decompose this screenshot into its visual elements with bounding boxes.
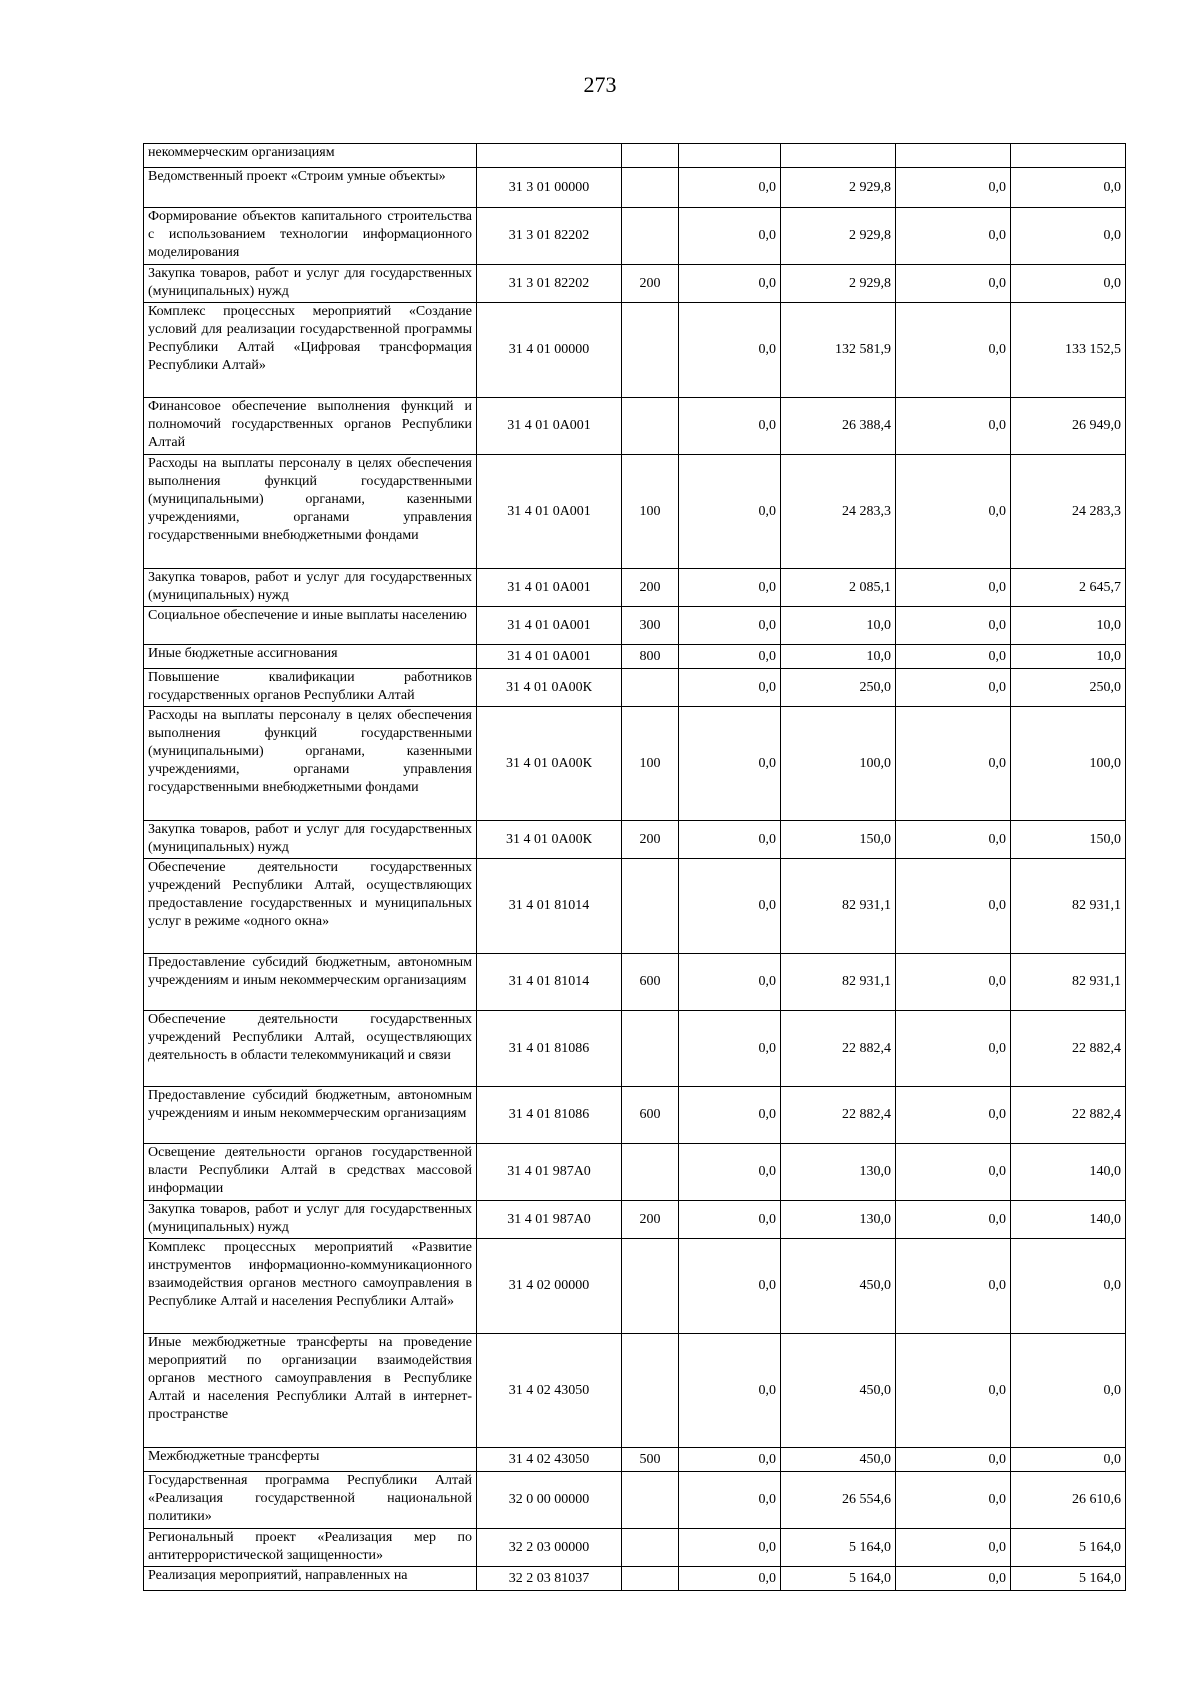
table-row bbox=[144, 1334, 1126, 1448]
row-code-cell: 31 3 01 00000 bbox=[477, 168, 622, 208]
table-row bbox=[144, 569, 1126, 607]
row-expense-type-cell bbox=[622, 1144, 679, 1201]
row-expense-type-cell: 200 bbox=[622, 821, 679, 859]
row-value-2-cell: 130,0 bbox=[781, 1201, 896, 1239]
table-row bbox=[144, 1087, 1126, 1144]
row-value-2-cell: 150,0 bbox=[781, 821, 896, 859]
row-name-cell: Закупка товаров, работ и услуг для государственных (муниципальных) нужд bbox=[144, 569, 477, 607]
row-code-cell: 31 4 02 43050 bbox=[477, 1448, 622, 1472]
table-row bbox=[144, 1239, 1126, 1334]
row-value-1-cell: 0,0 bbox=[679, 398, 781, 455]
row-value-2-cell: 450,0 bbox=[781, 1334, 896, 1448]
row-value-3-cell: 0,0 bbox=[896, 1448, 1011, 1472]
row-value-2-cell: 82 931,1 bbox=[781, 859, 896, 954]
row-value-1-cell: 0,0 bbox=[679, 1448, 781, 1472]
row-code-cell: 31 4 01 0А001 bbox=[477, 398, 622, 455]
row-value-3-cell: 0,0 bbox=[896, 265, 1011, 303]
row-name-cell: Ведомственный проект «Строим умные объекты» bbox=[144, 168, 477, 208]
row-value-4-cell: 5 164,0 bbox=[1011, 1529, 1126, 1567]
row-value-3-cell: 0,0 bbox=[896, 455, 1011, 569]
row-value-4-cell: 100,0 bbox=[1011, 707, 1126, 821]
row-value-2-cell: 450,0 bbox=[781, 1448, 896, 1472]
row-value-1-cell: 0,0 bbox=[679, 1529, 781, 1567]
row-value-1-cell: 0,0 bbox=[679, 645, 781, 669]
row-value-1-cell: 0,0 bbox=[679, 1334, 781, 1448]
row-value-3-cell: 0,0 bbox=[896, 1201, 1011, 1239]
row-value-4-cell: 0,0 bbox=[1011, 265, 1126, 303]
row-value-1-cell: 0,0 bbox=[679, 821, 781, 859]
row-expense-type-cell bbox=[622, 1334, 679, 1448]
row-value-3-cell: 0,0 bbox=[896, 1239, 1011, 1334]
row-name-cell: Предоставление субсидий бюджетным, автономным учреждениям и иным некоммерческим организациям bbox=[144, 1087, 477, 1144]
row-name-cell: Государственная программа Республики Алтай «Реализация государственной национальной политики» bbox=[144, 1472, 477, 1529]
row-name-cell: Закупка товаров, работ и услуг для государственных (муниципальных) нужд bbox=[144, 821, 477, 859]
table-row bbox=[144, 168, 1126, 208]
row-value-4-cell: 26 949,0 bbox=[1011, 398, 1126, 455]
row-name-cell: Обеспечение деятельности государственных учреждений Республики Алтай, осуществляющих предоставление государственных и муниципальных услуг в режиме «одного окна» bbox=[144, 859, 477, 954]
row-value-1-cell: 0,0 bbox=[679, 1567, 781, 1591]
row-code-cell: 32 2 03 00000 bbox=[477, 1529, 622, 1567]
table-row bbox=[144, 303, 1126, 398]
table-row bbox=[144, 954, 1126, 1011]
row-value-3-cell bbox=[896, 144, 1011, 168]
row-value-3-cell: 0,0 bbox=[896, 707, 1011, 821]
row-value-2-cell: 26 388,4 bbox=[781, 398, 896, 455]
row-value-1-cell: 0,0 bbox=[679, 265, 781, 303]
row-value-3-cell: 0,0 bbox=[896, 303, 1011, 398]
row-expense-type-cell: 800 bbox=[622, 645, 679, 669]
row-value-3-cell: 0,0 bbox=[896, 1529, 1011, 1567]
row-value-4-cell: 0,0 bbox=[1011, 1334, 1126, 1448]
row-code-cell: 31 4 01 987А0 bbox=[477, 1144, 622, 1201]
row-expense-type-cell: 300 bbox=[622, 607, 679, 645]
row-value-3-cell: 0,0 bbox=[896, 669, 1011, 707]
row-code-cell: 31 4 02 43050 bbox=[477, 1334, 622, 1448]
row-expense-type-cell bbox=[622, 1567, 679, 1591]
row-value-4-cell: 10,0 bbox=[1011, 607, 1126, 645]
row-value-2-cell: 2 929,8 bbox=[781, 168, 896, 208]
row-value-2-cell: 250,0 bbox=[781, 669, 896, 707]
row-value-1-cell: 0,0 bbox=[679, 707, 781, 821]
row-value-3-cell: 0,0 bbox=[896, 1144, 1011, 1201]
row-value-3-cell: 0,0 bbox=[896, 821, 1011, 859]
row-value-4-cell: 140,0 bbox=[1011, 1144, 1126, 1201]
row-value-3-cell: 0,0 bbox=[896, 1472, 1011, 1529]
row-value-1-cell: 0,0 bbox=[679, 455, 781, 569]
row-name-cell: Иные бюджетные ассигнования bbox=[144, 645, 477, 669]
budget-table bbox=[143, 143, 1126, 1591]
row-expense-type-cell bbox=[622, 1239, 679, 1334]
row-value-4-cell: 24 283,3 bbox=[1011, 455, 1126, 569]
row-name-cell: некоммерческим организациям bbox=[144, 144, 477, 168]
row-value-3-cell: 0,0 bbox=[896, 1011, 1011, 1087]
row-code-cell: 32 2 03 81037 bbox=[477, 1567, 622, 1591]
row-value-4-cell bbox=[1011, 144, 1126, 168]
row-value-1-cell: 0,0 bbox=[679, 1011, 781, 1087]
page-number: 273 bbox=[583, 72, 617, 97]
row-value-3-cell: 0,0 bbox=[896, 859, 1011, 954]
row-name-cell: Межбюджетные трансферты bbox=[144, 1448, 477, 1472]
row-value-2-cell: 130,0 bbox=[781, 1144, 896, 1201]
row-expense-type-cell bbox=[622, 303, 679, 398]
row-value-2-cell: 22 882,4 bbox=[781, 1011, 896, 1087]
row-code-cell: 31 4 01 0А00К bbox=[477, 669, 622, 707]
row-value-2-cell: 132 581,9 bbox=[781, 303, 896, 398]
row-value-3-cell: 0,0 bbox=[896, 607, 1011, 645]
row-value-4-cell: 10,0 bbox=[1011, 645, 1126, 669]
row-value-1-cell: 0,0 bbox=[679, 1201, 781, 1239]
table-row bbox=[144, 707, 1126, 821]
row-value-2-cell: 450,0 bbox=[781, 1239, 896, 1334]
row-value-1-cell: 0,0 bbox=[679, 1472, 781, 1529]
row-value-4-cell: 22 882,4 bbox=[1011, 1087, 1126, 1144]
row-code-cell: 31 4 01 987А0 bbox=[477, 1201, 622, 1239]
row-code-cell: 31 4 01 0А001 bbox=[477, 645, 622, 669]
row-value-4-cell: 0,0 bbox=[1011, 208, 1126, 265]
table-row bbox=[144, 1472, 1126, 1529]
row-code-cell: 31 4 01 0А00К bbox=[477, 707, 622, 821]
row-value-1-cell: 0,0 bbox=[679, 669, 781, 707]
table-row bbox=[144, 455, 1126, 569]
row-value-1-cell: 0,0 bbox=[679, 208, 781, 265]
row-value-2-cell: 5 164,0 bbox=[781, 1529, 896, 1567]
row-value-3-cell: 0,0 bbox=[896, 168, 1011, 208]
row-expense-type-cell bbox=[622, 1529, 679, 1567]
table-row bbox=[144, 669, 1126, 707]
table-row bbox=[144, 645, 1126, 669]
row-expense-type-cell: 100 bbox=[622, 707, 679, 821]
row-code-cell: 32 0 00 00000 bbox=[477, 1472, 622, 1529]
row-value-4-cell: 22 882,4 bbox=[1011, 1011, 1126, 1087]
row-expense-type-cell bbox=[622, 1472, 679, 1529]
table-row bbox=[144, 859, 1126, 954]
row-value-4-cell: 82 931,1 bbox=[1011, 859, 1126, 954]
row-expense-type-cell bbox=[622, 398, 679, 455]
row-value-2-cell: 10,0 bbox=[781, 607, 896, 645]
row-expense-type-cell bbox=[622, 859, 679, 954]
row-value-4-cell: 0,0 bbox=[1011, 168, 1126, 208]
row-name-cell: Социальное обеспечение и иные выплаты населению bbox=[144, 607, 477, 645]
row-value-4-cell: 0,0 bbox=[1011, 1448, 1126, 1472]
row-expense-type-cell: 200 bbox=[622, 1201, 679, 1239]
table-row bbox=[144, 1011, 1126, 1087]
row-name-cell: Предоставление субсидий бюджетным, автономным учреждениям и иным некоммерческим организациям bbox=[144, 954, 477, 1011]
row-value-1-cell bbox=[679, 144, 781, 168]
table-row bbox=[144, 265, 1126, 303]
row-expense-type-cell: 200 bbox=[622, 265, 679, 303]
row-name-cell: Расходы на выплаты персоналу в целях обеспечения выполнения функций государственными (муниципальными) органами, казенными учреждениями, органами управления государственными внебюджетными фондами bbox=[144, 455, 477, 569]
row-code-cell: 31 3 01 82202 bbox=[477, 265, 622, 303]
row-name-cell: Иные межбюджетные трансферты на проведение мероприятий по организации взаимодействия органов местного самоуправления в Республике Алтай и населения Республики Алтай в интернет-пространстве bbox=[144, 1334, 477, 1448]
row-name-cell: Комплекс процессных мероприятий «Создание условий для реализации государственной программы Республики Алтай «Цифровая трансформация Республики Алтай» bbox=[144, 303, 477, 398]
row-name-cell: Комплекс процессных мероприятий «Развитие инструментов информационно-коммуникационного взаимодействия органов местного самоуправления в Республике Алтай и населения Республики Алтай» bbox=[144, 1239, 477, 1334]
row-code-cell bbox=[477, 144, 622, 168]
table-row bbox=[144, 144, 1126, 168]
table-row bbox=[144, 1529, 1126, 1567]
row-value-1-cell: 0,0 bbox=[679, 1144, 781, 1201]
row-value-4-cell: 26 610,6 bbox=[1011, 1472, 1126, 1529]
row-code-cell: 31 4 01 0А001 bbox=[477, 455, 622, 569]
row-code-cell: 31 4 01 81086 bbox=[477, 1011, 622, 1087]
table-row bbox=[144, 398, 1126, 455]
row-value-4-cell: 140,0 bbox=[1011, 1201, 1126, 1239]
row-value-2-cell: 10,0 bbox=[781, 645, 896, 669]
row-value-4-cell: 250,0 bbox=[1011, 669, 1126, 707]
row-value-3-cell: 0,0 bbox=[896, 1567, 1011, 1591]
row-value-2-cell bbox=[781, 144, 896, 168]
row-expense-type-cell: 500 bbox=[622, 1448, 679, 1472]
table-row bbox=[144, 607, 1126, 645]
row-name-cell: Обеспечение деятельности государственных учреждений Республики Алтай, осуществляющих деятельность в области телекоммуникаций и связи bbox=[144, 1011, 477, 1087]
row-value-4-cell: 150,0 bbox=[1011, 821, 1126, 859]
row-value-2-cell: 2 085,1 bbox=[781, 569, 896, 607]
row-expense-type-cell bbox=[622, 168, 679, 208]
table-row bbox=[144, 821, 1126, 859]
row-value-4-cell: 5 164,0 bbox=[1011, 1567, 1126, 1591]
row-code-cell: 31 4 01 81014 bbox=[477, 859, 622, 954]
row-value-4-cell: 82 931,1 bbox=[1011, 954, 1126, 1011]
row-code-cell: 31 4 01 0А001 bbox=[477, 607, 622, 645]
row-name-cell: Закупка товаров, работ и услуг для государственных (муниципальных) нужд bbox=[144, 265, 477, 303]
row-value-4-cell: 0,0 bbox=[1011, 1239, 1126, 1334]
row-value-4-cell: 2 645,7 bbox=[1011, 569, 1126, 607]
row-code-cell: 31 4 01 00000 bbox=[477, 303, 622, 398]
table-row bbox=[144, 208, 1126, 265]
row-value-3-cell: 0,0 bbox=[896, 208, 1011, 265]
row-value-1-cell: 0,0 bbox=[679, 569, 781, 607]
row-value-2-cell: 2 929,8 bbox=[781, 208, 896, 265]
table-row bbox=[144, 1448, 1126, 1472]
row-code-cell: 31 3 01 82202 bbox=[477, 208, 622, 265]
row-value-4-cell: 133 152,5 bbox=[1011, 303, 1126, 398]
row-name-cell: Финансовое обеспечение выполнения функций и полномочий государственных органов Республики Алтай bbox=[144, 398, 477, 455]
row-value-1-cell: 0,0 bbox=[679, 607, 781, 645]
row-code-cell: 31 4 01 81014 bbox=[477, 954, 622, 1011]
row-value-3-cell: 0,0 bbox=[896, 1087, 1011, 1144]
table-row bbox=[144, 1201, 1126, 1239]
row-expense-type-cell bbox=[622, 144, 679, 168]
row-value-2-cell: 5 164,0 bbox=[781, 1567, 896, 1591]
row-value-3-cell: 0,0 bbox=[896, 1334, 1011, 1448]
row-expense-type-cell bbox=[622, 1011, 679, 1087]
row-name-cell: Закупка товаров, работ и услуг для государственных (муниципальных) нужд bbox=[144, 1201, 477, 1239]
row-expense-type-cell: 600 bbox=[622, 954, 679, 1011]
row-expense-type-cell bbox=[622, 208, 679, 265]
row-expense-type-cell: 200 bbox=[622, 569, 679, 607]
row-code-cell: 31 4 01 0А00К bbox=[477, 821, 622, 859]
row-expense-type-cell: 600 bbox=[622, 1087, 679, 1144]
row-value-1-cell: 0,0 bbox=[679, 1087, 781, 1144]
row-code-cell: 31 4 02 00000 bbox=[477, 1239, 622, 1334]
row-value-3-cell: 0,0 bbox=[896, 569, 1011, 607]
row-value-2-cell: 100,0 bbox=[781, 707, 896, 821]
row-code-cell: 31 4 01 0А001 bbox=[477, 569, 622, 607]
row-name-cell: Формирование объектов капитального строительства с использованием технологии информационного моделирования bbox=[144, 208, 477, 265]
row-name-cell: Освещение деятельности органов государственной власти Республики Алтай в средствах массовой информации bbox=[144, 1144, 477, 1201]
row-value-2-cell: 22 882,4 bbox=[781, 1087, 896, 1144]
row-value-2-cell: 82 931,1 bbox=[781, 954, 896, 1011]
row-value-2-cell: 24 283,3 bbox=[781, 455, 896, 569]
row-name-cell: Расходы на выплаты персоналу в целях обеспечения выполнения функций государственными (муниципальными) органами, казенными учреждениями, органами управления государственными внебюджетными фондами bbox=[144, 707, 477, 821]
row-value-1-cell: 0,0 bbox=[679, 859, 781, 954]
row-expense-type-cell bbox=[622, 669, 679, 707]
row-value-1-cell: 0,0 bbox=[679, 303, 781, 398]
row-code-cell: 31 4 01 81086 bbox=[477, 1087, 622, 1144]
row-name-cell: Повышение квалификации работников государственных органов Республики Алтай bbox=[144, 669, 477, 707]
row-value-3-cell: 0,0 bbox=[896, 645, 1011, 669]
table-row bbox=[144, 1144, 1126, 1201]
row-name-cell: Реализация мероприятий, направленных на bbox=[144, 1567, 477, 1591]
row-value-2-cell: 2 929,8 bbox=[781, 265, 896, 303]
row-value-3-cell: 0,0 bbox=[896, 398, 1011, 455]
row-value-2-cell: 26 554,6 bbox=[781, 1472, 896, 1529]
row-value-1-cell: 0,0 bbox=[679, 1239, 781, 1334]
row-value-1-cell: 0,0 bbox=[679, 168, 781, 208]
row-expense-type-cell: 100 bbox=[622, 455, 679, 569]
row-value-3-cell: 0,0 bbox=[896, 954, 1011, 1011]
table-row bbox=[144, 1567, 1126, 1591]
row-name-cell: Региональный проект «Реализация мер по антитеррористической защищенности» bbox=[144, 1529, 477, 1567]
row-value-1-cell: 0,0 bbox=[679, 954, 781, 1011]
